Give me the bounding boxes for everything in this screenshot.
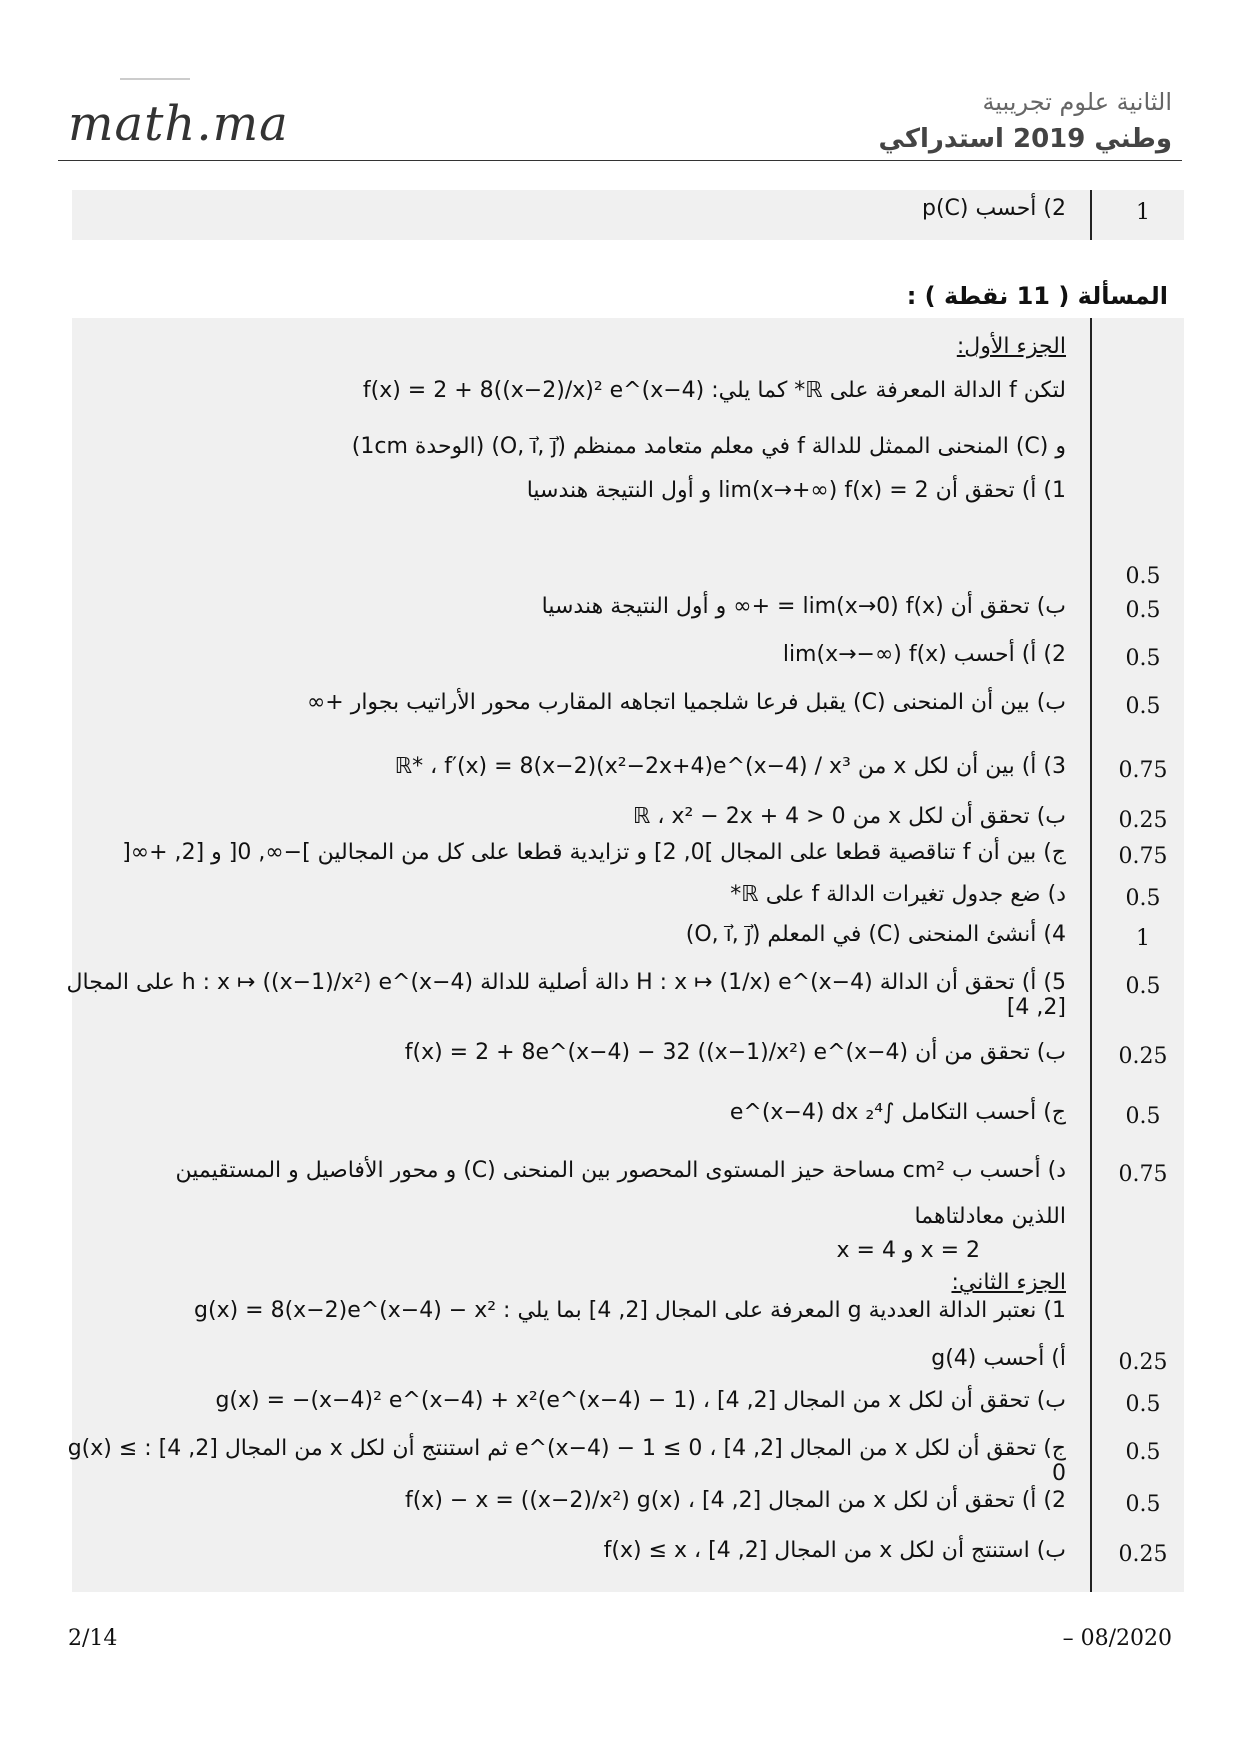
points-value: 0.5: [1125, 1492, 1161, 1517]
points-value: 0.5: [1125, 646, 1161, 671]
question-line: ج) تحقق أن لكل x من المجال [2, 4] ، e^(x−4) − 1 ≤ 0 ثم استنتج أن لكل x من المجال [2, 4] : g(x) ≤ 0: [67, 1436, 1066, 1486]
points-value: 0.5: [1125, 1392, 1161, 1417]
question-line: اللذين معادلتاهما: [914, 1204, 1066, 1229]
question-line: ب) تحقق أن لكل x من ℝ ، x² − 2x + 4 > 0: [632, 804, 1066, 829]
question-line: و (C) المنحنى الممثل للدالة f في معلم متعامد ممنظم (O, i⃗, j⃗) (الوحدة 1cm): [351, 434, 1066, 459]
points-column-divider: [1090, 318, 1092, 1592]
question-line: 2) أ) تحقق أن لكل x من المجال [2, 4] ، f(x) − x = ((x−2)/x²) g(x): [404, 1488, 1066, 1513]
question-line: ب) تحقق أن لكل x من المجال [2, 4] ، g(x) = −(x−4)² e^(x−4) + x²(e^(x−4) − 1): [215, 1388, 1066, 1413]
points-value: 0.25: [1118, 1044, 1168, 1069]
top-row-question: 2) أحسب p(C): [921, 196, 1066, 221]
question-line: x = 2 و x = 4: [836, 1238, 980, 1263]
points-value: 0.5: [1125, 974, 1161, 999]
points-value: 0.5: [1125, 564, 1161, 589]
question-line: 4) أنشئ المنحنى (C) في المعلم (O, i⃗, j⃗): [685, 922, 1066, 947]
question-line: ج) أحسب التكامل ∫₂⁴ e^(x−4) dx: [729, 1100, 1066, 1125]
question-line: 2) أ) أحسب lim(x→−∞) f(x): [782, 642, 1066, 667]
points-value: 0.5: [1125, 886, 1161, 911]
points-value: 0.5: [1125, 1440, 1161, 1465]
question-line: ب) بين أن المنحنى (C) يقبل فرعا شلجميا اتجاهه المقارب محور الأراتيب بجوار +∞: [306, 690, 1066, 715]
points-value: 0.25: [1118, 1542, 1168, 1567]
question-line: ب) تحقق من أن f(x) = 2 + 8e^(x−4) − 32 ((x−1)/x²) e^(x−4): [404, 1040, 1066, 1065]
points-value: 0.75: [1118, 844, 1168, 869]
points-value: 0.5: [1125, 1104, 1161, 1129]
section-heading: الجزء الثاني:: [951, 1270, 1066, 1295]
points-value: 0.5: [1125, 598, 1161, 623]
question-line: د) أحسب ب cm² مساحة حيز المستوى المحصور بين المنحنى (C) و محور الأفاصيل و المستقيمين: [175, 1158, 1066, 1183]
question-line: ج) بين أن f تناقصية قطعا على المجال ]0, 2] و تزايدية قطعا على كل من المجالين ]−∞, 0[ و [2, +∞[: [122, 840, 1066, 865]
points-value: 0.25: [1118, 808, 1168, 833]
points-value: 0.25: [1118, 1350, 1168, 1375]
page-number: 2/14: [68, 1626, 118, 1651]
site-logo: math.ma: [68, 96, 289, 152]
question-line: ب) تحقق أن lim(x→0) f(x) = +∞ و أول النتيجة هندسيا: [541, 594, 1066, 619]
points-value: 0.75: [1118, 1162, 1168, 1187]
points-value: 0.5: [1125, 694, 1161, 719]
problem-title: المسألة ( 11 نقطة ) :: [906, 282, 1168, 310]
question-line: 1) أ) تحقق أن lim(x→+∞) f(x) = 2 و أول النتيجة هندسيا: [526, 478, 1066, 503]
footer-date: – 08/2020: [1062, 1626, 1172, 1651]
top-row-divider: [1090, 190, 1092, 240]
question-line: 3) أ) بين أن لكل x من ℝ* ، f′(x) = 8(x−2)(x²−2x+4)e^(x−4) / x³: [394, 754, 1066, 779]
level-label: الثانية علوم تجريبية: [982, 88, 1172, 116]
question-line: 5) أ) تحقق أن الدالة H : x ↦ (1/x) e^(x−4) دالة أصلية للدالة h : x ↦ ((x−1)/x²) e^(x−4) على المجال [2, 4]: [66, 970, 1066, 1020]
section-heading: الجزء الأول:: [956, 334, 1066, 359]
question-line: لتكن f الدالة المعرفة على ℝ* كما يلي: f(x) = 2 + 8((x−2)/x)² e^(x−4): [362, 378, 1066, 403]
question-line: د) ضع جدول تغيرات الدالة f على ℝ*: [730, 882, 1066, 907]
question-line: ب) استنتج أن لكل x من المجال [2, 4] ، f(x) ≤ x: [603, 1538, 1066, 1563]
header-rule: [58, 160, 1182, 161]
question-line: 1) نعتبر الدالة العددية g المعرفة على المجال [2, 4] بما يلي : g(x) = 8(x−2)e^(x−4) − x²: [194, 1298, 1066, 1323]
top-row-points: 1: [1136, 200, 1150, 225]
question-line: أ) أحسب g(4): [931, 1346, 1066, 1371]
exam-label: وطني 2019 استدراكي: [878, 124, 1172, 154]
points-value: 0.75: [1118, 758, 1168, 783]
points-value: 1: [1136, 926, 1150, 951]
